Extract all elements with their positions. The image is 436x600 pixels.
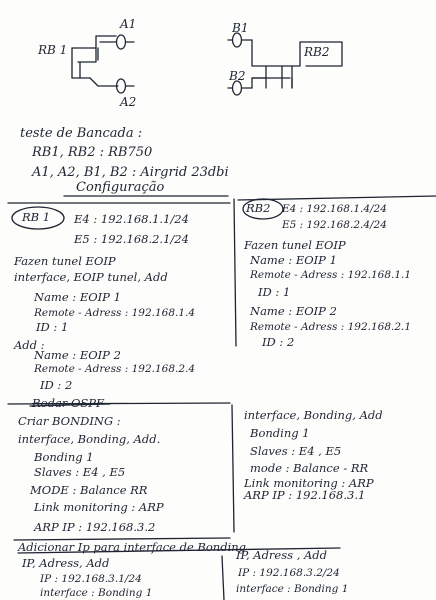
rb2-fazer-tunel: Fazen tunel EOIP: [244, 238, 346, 252]
rb1-fazer-tunel: Fazen tunel EOIP: [14, 254, 116, 268]
intro-line-2: RB1, RB2 : RB750: [32, 145, 153, 160]
bottom-left-ip-path: IP, Adress, Add: [22, 556, 110, 570]
rb2-label: RB2: [304, 45, 330, 59]
bottom-center-divider: [222, 556, 224, 600]
a2-label: A2: [120, 95, 137, 109]
rb2-mode: mode : Balance - RR: [250, 461, 369, 475]
center-divider-lower: [232, 405, 234, 532]
rb1-criar-bonding: Criar BONDING :: [18, 414, 121, 428]
rb1-remote-1: Remote - Adress : 192.168.1.4: [34, 307, 196, 319]
rb2-e4: E4 : 192.168.1.4/24: [282, 203, 387, 215]
rb2-tag: RB2: [246, 201, 271, 215]
rb2-remote-2: Remote - Adress : 192.168.2.1: [250, 321, 412, 333]
top-divider: [8, 196, 436, 203]
rb1-struck-text: Rodar OSPF: [32, 396, 104, 410]
rb2-remote-1: Remote - Adress : 192.168.1.1: [250, 269, 412, 281]
rb2-name-2: Name : EOIP 2: [250, 304, 337, 318]
rb1-mode: MODE : Balance RR: [30, 483, 148, 497]
bottom-left-interface: interface : Bonding 1: [40, 587, 153, 599]
rb1-id-1: ID : 1: [36, 320, 69, 334]
rb1-id-2: ID : 2: [40, 378, 73, 392]
rb2-arp-ip: ARP IP : 192.168.3.1: [244, 488, 366, 502]
b2-label: B2: [229, 69, 246, 83]
rb1-router-drawing: [72, 36, 118, 86]
bottom-left-ip: IP : 192.168.3.1/24: [40, 573, 142, 585]
config-heading: Configuração: [76, 180, 165, 195]
a2-antenna-drawing: [117, 79, 135, 93]
b1-label: B1: [232, 21, 249, 35]
center-divider-upper: [234, 199, 236, 346]
rb1-e5: E5 : 192.168.2.1/24: [74, 232, 189, 246]
rb1-label: RB 1: [38, 43, 68, 57]
rb2-id-2: ID : 2: [262, 335, 295, 349]
rb1-link-monitoring: Link monitoring : ARP: [34, 500, 164, 514]
rb2-link-monitoring: Link monitoring : ARP: [244, 476, 374, 490]
rb1-slaves: Slaves : E4 , E5: [34, 465, 126, 479]
rb1-tag: RB 1: [22, 210, 51, 224]
rb1-bonding-path: interface, Bonding, Add.: [18, 432, 161, 446]
rb1-add: Add :: [14, 338, 45, 352]
rb2-e5: E5 : 192.168.2.4/24: [282, 219, 387, 231]
bottom-right-ip: IP : 192.168.3.2/24: [238, 567, 340, 579]
bottom-title: Adicionar Ip para interface de Bonding: [18, 540, 247, 554]
b1-antenna-drawing: [228, 33, 252, 47]
intro-line-1: teste de Bancada :: [20, 126, 143, 141]
a1-label: A1: [120, 17, 137, 31]
rb2-id-1: ID : 1: [258, 285, 291, 299]
a1-antenna-drawing: [100, 35, 134, 49]
rb1-name-2: Name : EOIP 2: [34, 348, 121, 362]
rb1-arp-ip: ARP IP : 192.168.3.2: [34, 520, 156, 534]
rb2-bonding-path: interface, Bonding, Add: [244, 408, 383, 422]
rb1-bonding-name: Bonding 1: [34, 450, 94, 464]
rb1-e4: E4 : 192.168.1.1/24: [74, 212, 189, 226]
rb1-remote-2: Remote - Adress : 192.168.2.4: [34, 363, 196, 375]
intro-line-3: A1, A2, B1, B2 : Airgrid 23dbi: [32, 165, 229, 180]
rb1-name-1: Name : EOIP 1: [34, 290, 121, 304]
rb2-name-1: Name : EOIP 1: [250, 253, 337, 267]
rb2-slaves: Slaves : E4 , E5: [250, 444, 342, 458]
bottom-right-interface: interface : Bonding 1: [236, 583, 349, 595]
rb2-bonding-name: Bonding 1: [250, 426, 310, 440]
bottom-right-ip-path: IP, Adress , Add: [236, 548, 328, 562]
rb1-interface-path: interface, EOIP tunel, Add: [14, 270, 168, 284]
b2-antenna-drawing: [228, 81, 252, 95]
